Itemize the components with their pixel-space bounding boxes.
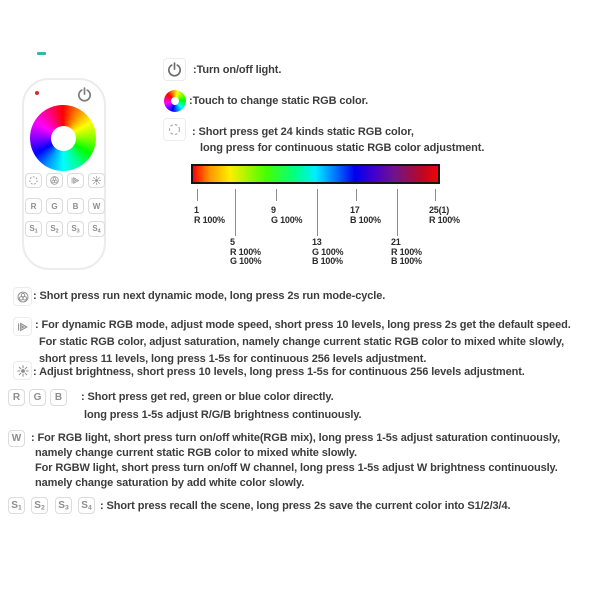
remote-r-button[interactable]	[25, 198, 42, 214]
power-button[interactable]	[76, 86, 93, 103]
s2-button-legend[interactable]	[31, 497, 48, 514]
s3-button-legend[interactable]	[55, 497, 72, 514]
g-button-legend[interactable]	[29, 389, 46, 406]
tick-5	[235, 189, 236, 236]
mode-text: : Short press run next dynamic mode, long press 2s run mode-cycle.	[33, 290, 386, 302]
rgb-wheel-icon[interactable]	[164, 90, 186, 112]
remote-s2-label: $S_2$	[50, 223, 59, 235]
brightness-icon	[16, 364, 30, 378]
legend-static-line1: : Short press get 24 kinds static RGB color,	[192, 126, 414, 138]
power-icon	[76, 86, 93, 103]
b-label: B	[54, 392, 63, 403]
color-spectrum-bar	[191, 164, 440, 184]
remote-s3-button[interactable]	[67, 221, 84, 237]
remote-g-button[interactable]	[46, 198, 63, 214]
rgb-text-line1: : Short press get red, green or blue color directly.	[81, 391, 334, 403]
static-color-circle-icon	[28, 175, 39, 186]
remote-g-label: G	[51, 201, 58, 211]
remote-b-button[interactable]	[67, 198, 84, 214]
remote-s2-button[interactable]	[46, 221, 63, 237]
tick-label-1: 1 R 100%	[194, 205, 225, 225]
remote-s4-label: $S_4$	[92, 223, 101, 235]
speed-icon	[16, 320, 30, 334]
remote-w-label: W	[92, 201, 101, 211]
mode-button[interactable]	[46, 173, 63, 188]
w-label: W	[11, 433, 22, 444]
speed-button[interactable]	[67, 173, 84, 188]
remote-s1-button[interactable]	[25, 221, 42, 237]
mode-button-legend[interactable]	[13, 287, 32, 306]
remote-s4-button[interactable]	[88, 221, 105, 237]
remote-b-label: B	[72, 201, 79, 211]
remote-s1-label: $S_1$	[29, 223, 38, 235]
s1-label: $S_1$	[11, 499, 22, 512]
tick-21	[397, 189, 398, 236]
mode-icon	[16, 290, 30, 304]
power-icon	[166, 61, 183, 78]
brightness-button[interactable]	[88, 173, 105, 188]
s2-label: $S_2$	[34, 499, 45, 512]
remote-r-label: R	[30, 201, 37, 211]
s4-label: $S_4$	[81, 499, 92, 512]
tick-label-5: 5 R 100% G 100%	[230, 237, 262, 266]
tick-25	[435, 189, 436, 201]
g-label: G	[33, 392, 42, 403]
legend-power-button[interactable]	[163, 58, 186, 81]
tick-13	[317, 189, 318, 236]
tick-label-13: 13 G 100% B 100%	[312, 237, 344, 266]
mode-icon	[49, 175, 60, 186]
r-button-legend[interactable]	[8, 389, 25, 406]
s3-label: $S_3$	[58, 499, 69, 512]
tick-label-21: 21 R 100% B 100%	[391, 237, 422, 266]
speed-button-legend[interactable]	[13, 317, 32, 336]
tick-9	[276, 189, 277, 201]
speed-text-line1: : For dynamic RGB mode, adjust mode speed, short press 10 levels, long press 2s get the default speed.	[35, 319, 571, 331]
color-wheel-center	[51, 126, 76, 151]
w-text-line3: For RGBW light, short press turn on/off W channel, long press 1-5s adjust W brightness continuously.	[35, 462, 558, 474]
legend-static-line2: long press for continuous static RGB color adjustment.	[200, 142, 485, 154]
legend-power-text: :Turn on/off light.	[193, 64, 282, 76]
legend-static-color-button[interactable]	[163, 118, 186, 141]
speed-text-line3: short press 11 levels, long press 1-5s for continuous 256 levels adjustment.	[39, 353, 427, 365]
w-button-legend[interactable]	[8, 430, 25, 447]
s4-button-legend[interactable]	[78, 497, 95, 514]
tick-label-9: 9 G 100%	[271, 205, 303, 225]
color-wheel[interactable]	[30, 105, 96, 171]
tick-1	[197, 189, 198, 201]
teal-mark	[37, 52, 46, 55]
r-label: R	[12, 392, 21, 403]
led-indicator	[35, 91, 39, 95]
brightness-icon	[91, 175, 102, 186]
s1-button-legend[interactable]	[8, 497, 25, 514]
w-text-line4: namely change saturation by add white color slowly.	[35, 477, 305, 489]
speed-text-line2: For static RGB color, adjust saturation, namely change current static RGB color to mixed white slowly,	[39, 336, 565, 348]
rgb-text-line2: long press 1-5s adjust R/G/B brightness continuously.	[84, 409, 362, 421]
w-text-line2: namely change current static RGB color to mixed white slowly.	[35, 447, 357, 459]
b-button-legend[interactable]	[50, 389, 67, 406]
remote-control	[22, 78, 106, 270]
static-color-circle-icon	[167, 122, 182, 137]
scene-text: : Short press recall the scene, long press 2s save the current color into S1/2/3/4.	[100, 500, 511, 512]
legend-wheel-text: :Touch to change static RGB color.	[189, 95, 369, 107]
tick-17	[356, 189, 357, 201]
remote-s3-label: $S_3$	[71, 223, 80, 235]
tick-label-25: 25(1) R 100%	[429, 205, 460, 225]
w-text-line1: : For RGB light, short press turn on/off white(RGB mix), long press 1-5s adjust saturation continuously,	[31, 432, 561, 444]
brightness-text: : Adjust brightness, short press 10 levels, long press 1-5s for continuous 256 levels adjustment.	[33, 366, 525, 378]
tick-label-17: 17 B 100%	[350, 205, 381, 225]
brightness-button-legend[interactable]	[13, 361, 32, 380]
static-color-button[interactable]	[25, 173, 42, 188]
speed-icon	[70, 175, 81, 186]
remote-w-button[interactable]	[88, 198, 105, 214]
